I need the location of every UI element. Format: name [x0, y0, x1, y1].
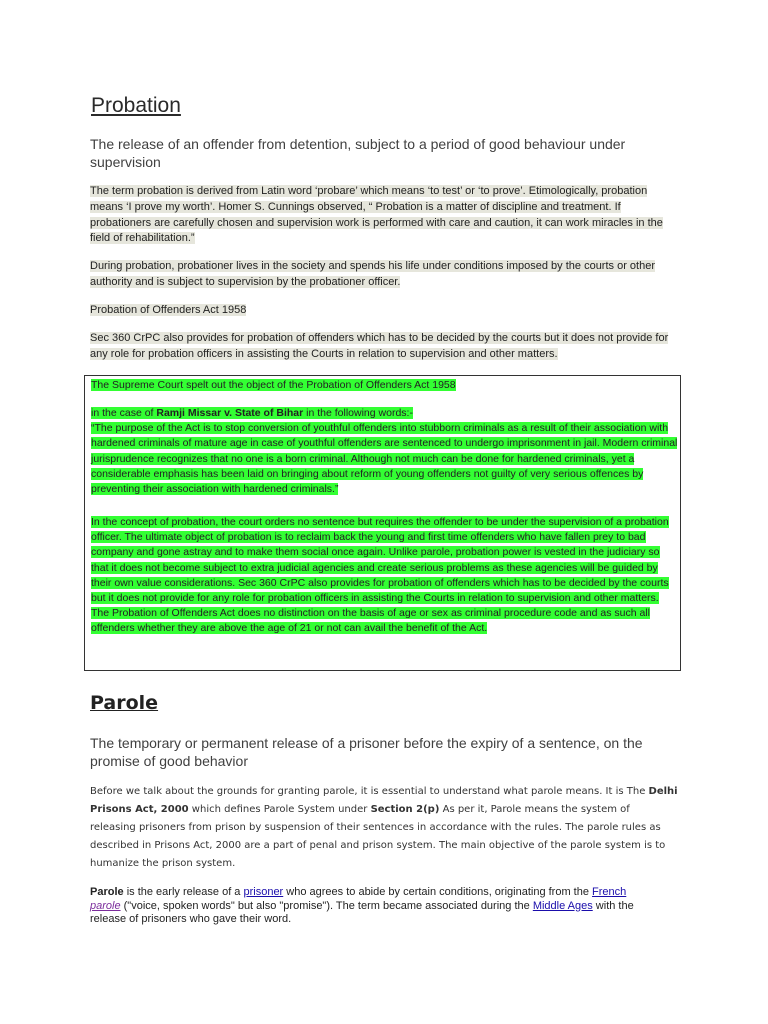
text-run: is the early release of a	[123, 886, 244, 898]
grey-highlight: Probation of Offenders Act 1958	[90, 304, 247, 316]
case-quote: “The purpose of the Act is to stop conversion of youthful offenders into stubborn criminals as a result of their association with hardened criminals of mature age in case of youthful offenders are sentenced to undergo imprisonment in jail. Modern criminal jurisprudence recognizes that no one is a born criminal. Although not much can be done for hardened criminals, yet a considerable emphasis has been laid on bringing about reform of young offenders not guilty of very serious offences by preventing their association with hardened criminals.”	[91, 422, 678, 496]
delhi-prisons-act: Delhi Prisons Act, 2000	[90, 786, 678, 815]
supreme-court-box	[84, 375, 681, 671]
probation-paragraph-crpc	[90, 331, 675, 363]
heading-parole: Parole	[90, 692, 159, 714]
grey-highlight: During probation, probationer lives in the society and spends his life under conditions imposed by the courts or other authority and is subject to supervision by the probationer officer.	[90, 260, 655, 288]
link-middle-ages[interactable]: Middle Ages	[532, 899, 593, 912]
case-name: Ramji Missar v. State of Bihar	[156, 407, 304, 419]
probation-act-title	[90, 303, 675, 319]
probation-paragraph-conditions	[90, 259, 675, 291]
parole-bold: Parole	[90, 886, 124, 898]
box-quote-paragraph	[91, 406, 679, 497]
parole-subtitle: The temporary or permanent release of a prisoner before the expiry of a sentence, on the promise of good behavior	[90, 735, 643, 769]
heading-probation: Probation	[91, 94, 181, 117]
text-run: ("voice, spoken words" but also "promise"). The term became associated during the	[120, 899, 533, 912]
green-highlight	[91, 407, 677, 495]
case-prefix: in the case of	[91, 407, 157, 419]
link-prisoner[interactable]: prisoner	[243, 886, 284, 898]
probation-subtitle: The release of an offender from detention, subject to a period of good behaviour under supervision	[90, 136, 626, 170]
text-run: Before we talk about the grounds for granting parole, it is essential to understand what parole means. It is The	[90, 786, 649, 797]
green-highlight: The Supreme Court spelt out the object of the Probation of Offenders Act 1958	[91, 379, 456, 391]
parole-paragraph-definition	[90, 886, 635, 927]
parole-paragraph-delhi-act	[90, 783, 678, 873]
link-french[interactable]: French	[592, 886, 627, 898]
section-ref: Section 2(p)	[370, 804, 440, 815]
text-run: with the release of prisoners who gave their word.	[90, 899, 634, 925]
probation-paragraph-etymology	[90, 184, 675, 247]
text-run: who agrees to abide by certain conditions, originating from the	[283, 886, 593, 898]
box-concept-paragraph	[91, 515, 679, 637]
text-run: As per it, Parole means the system of releasing prisoners from prison by suspension of their sentences in accordance with the rules. The parole rules as described in Prisons Act, 2000 are a part of penal and prison system. The main objective of the parole system is to humanize the prison system.	[90, 804, 666, 869]
link-parole[interactable]: parole	[90, 899, 121, 912]
case-suffix: in the following words:-	[303, 407, 413, 419]
green-highlight: In the concept of probation, the court orders no sentence but requires the offender to be under the supervision of a probation officer. The ultimate object of probation is to reclaim back the young and first time offenders who have fallen prey to bad company and gone astray and to make them social once again. Unlike parole, probation power is vested in the judiciary so that it does not become subject to extra judicial agencies and create serious problems as these agencies will be guided by their own value considerations. Sec 360 CrPC also provides for probation of offenders which has to be decided by the courts but it does not provide for any role for probation officers in assisting the Courts in relation to supervision and other matters. The Probation of Offenders Act does no distinction on the basis of age or sex as criminal procedure code and as such all offenders whether they are above the age of 21 or not can avail the benefit of the Act.	[91, 516, 669, 635]
grey-highlight: The term probation is derived from Latin word ‘probare’ which means ‘to test’ or ‘to prove’. Etimologically, probation means ‘I prove my worth’. Homer S. Cunnings observed, “ Probation is a matter of discipline and treatment. If probationers are carefully chosen and supervision work is performed with care and caution, it can work miracles in the field of rehabilitation.”	[90, 185, 663, 245]
text-run: which defines Parole System under	[188, 804, 371, 815]
grey-highlight: Sec 360 CrPC also provides for probation of offenders which has to be decided by the courts but it does not provide for any role for probation officers in assisting the Courts in relation to supervision and other matters.	[90, 332, 669, 360]
box-intro-line	[91, 378, 679, 393]
